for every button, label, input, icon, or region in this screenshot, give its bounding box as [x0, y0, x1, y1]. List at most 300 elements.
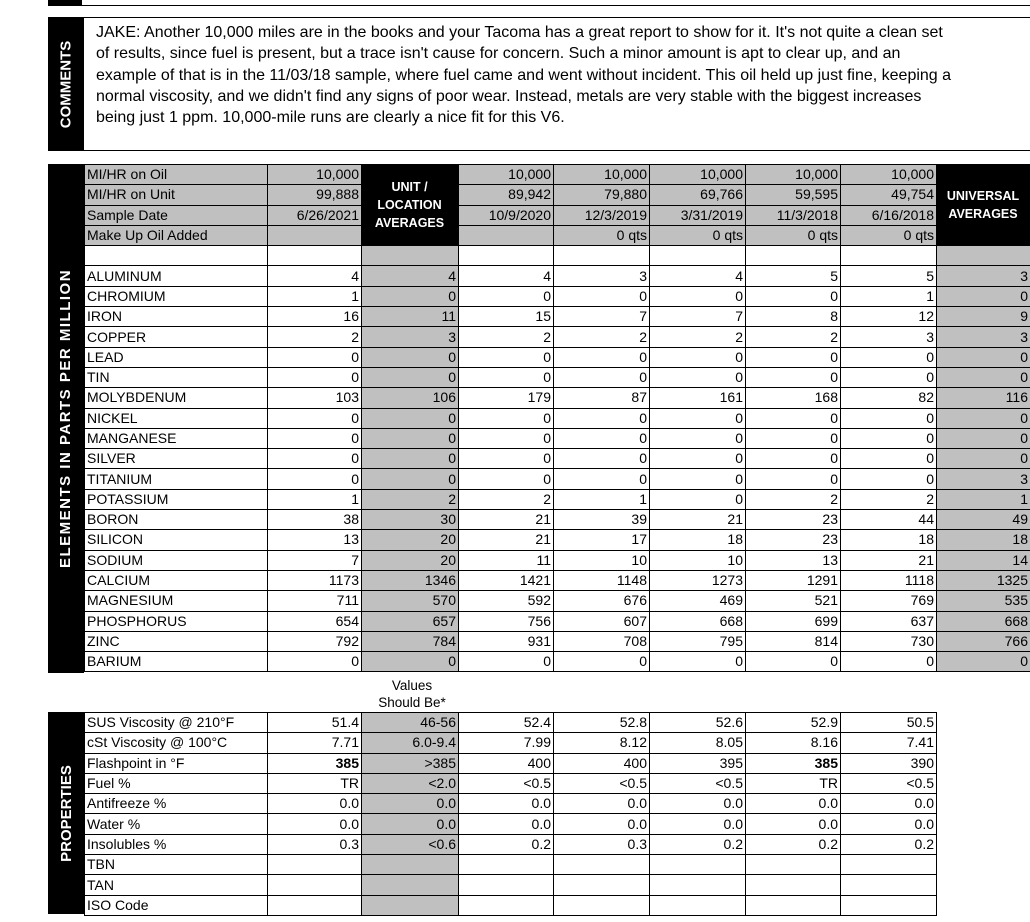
element-history: 0 — [746, 449, 841, 469]
element-universal-avg: 3 — [937, 469, 1030, 489]
element-history: 0 — [554, 449, 650, 469]
element-universal-avg: 0 — [937, 449, 1030, 469]
element-history: 469 — [650, 591, 746, 611]
info-value: 99,888 — [268, 185, 362, 205]
property-history: 8.16 — [746, 733, 841, 753]
property-history — [841, 895, 937, 915]
property-name: Antifreeze % — [85, 794, 268, 814]
element-history: 0 — [650, 408, 746, 428]
element-history: 0 — [746, 408, 841, 428]
element-history: 0 — [459, 367, 554, 387]
element-universal-avg: 0 — [937, 652, 1030, 672]
element-history: 0 — [554, 286, 650, 306]
info-value: 10,000 — [268, 165, 362, 185]
element-row — [85, 570, 1030, 590]
property-name: Water % — [85, 814, 268, 834]
unit-avg-header-line: AVERAGES — [374, 216, 445, 230]
info-value: 10,000 — [841, 165, 937, 185]
element-name: LEAD — [85, 347, 268, 367]
property-row — [85, 834, 937, 854]
element-history: 795 — [650, 631, 746, 651]
info-value: 49,754 — [841, 185, 937, 205]
element-unit-avg: 3 — [362, 327, 459, 347]
property-history: 0.0 — [746, 814, 841, 834]
element-history: 0 — [650, 449, 746, 469]
element-history: 0 — [459, 449, 554, 469]
element-history: 1273 — [650, 570, 746, 590]
element-unit-avg: 20 — [362, 530, 459, 550]
element-current: 1 — [268, 489, 362, 509]
element-history: 0 — [841, 367, 937, 387]
element-universal-avg: 0 — [937, 347, 1030, 367]
property-current — [268, 875, 362, 895]
property-name: TAN — [85, 875, 268, 895]
elements-table — [84, 164, 1030, 672]
element-history: 0 — [650, 367, 746, 387]
element-history: 699 — [746, 611, 841, 631]
spacer-cell — [937, 246, 1030, 266]
spacer-cell — [459, 246, 554, 266]
element-universal-avg: 0 — [937, 367, 1030, 387]
info-row — [85, 165, 1030, 185]
unit-avg-header-line: UNIT / — [391, 180, 428, 194]
element-history: 0 — [459, 652, 554, 672]
property-should-be: >385 — [362, 753, 459, 773]
property-history: 50.5 — [841, 713, 937, 733]
element-universal-avg: 3 — [937, 327, 1030, 347]
element-history: 2 — [459, 489, 554, 509]
element-row — [85, 652, 1030, 672]
element-history: 2 — [841, 489, 937, 509]
element-unit-avg: 657 — [362, 611, 459, 631]
info-row — [85, 225, 1030, 245]
element-current: 1 — [268, 286, 362, 306]
element-history: 0 — [554, 428, 650, 448]
element-history: 7 — [650, 307, 746, 327]
element-history: 668 — [650, 611, 746, 631]
element-history: 0 — [841, 652, 937, 672]
property-current — [268, 895, 362, 915]
element-history: 5 — [841, 266, 937, 286]
info-value: 79,880 — [554, 185, 650, 205]
element-history: 0 — [650, 347, 746, 367]
unit-avg-header-line: LOCATION — [377, 198, 442, 212]
info-value: 59,595 — [746, 185, 841, 205]
property-history: 8.05 — [650, 733, 746, 753]
info-value: 0 qts — [554, 225, 650, 245]
element-history: 3 — [554, 266, 650, 286]
spacer-cell — [85, 246, 268, 266]
spacer-row — [85, 246, 1030, 266]
element-history: 7 — [554, 307, 650, 327]
element-history: 708 — [554, 631, 650, 651]
element-history: 0 — [746, 469, 841, 489]
should-be-line: Values — [391, 678, 433, 693]
property-row — [85, 753, 937, 773]
spacer-cell — [362, 246, 459, 266]
info-row — [85, 185, 1030, 205]
element-row — [85, 530, 1030, 550]
property-history: 0.0 — [459, 814, 554, 834]
element-current: 792 — [268, 631, 362, 651]
info-value: 3/31/2019 — [650, 205, 746, 225]
element-name: ZINC — [85, 631, 268, 651]
property-current: 0.0 — [268, 794, 362, 814]
property-should-be: 0.0 — [362, 814, 459, 834]
element-history: 769 — [841, 591, 937, 611]
element-history: 521 — [746, 591, 841, 611]
element-unit-avg: 0 — [362, 347, 459, 367]
property-should-be: 46-56 — [362, 713, 459, 733]
element-current: 0 — [268, 449, 362, 469]
element-history: 0 — [459, 408, 554, 428]
element-name: MAGNESIUM — [85, 591, 268, 611]
element-row — [85, 286, 1030, 306]
info-value — [268, 225, 362, 245]
comments-frame-top — [48, 17, 1030, 18]
element-history: 592 — [459, 591, 554, 611]
element-history: 0 — [554, 367, 650, 387]
element-current: 103 — [268, 388, 362, 408]
property-history: 0.3 — [554, 834, 650, 854]
info-value: 10,000 — [554, 165, 650, 185]
property-history — [459, 895, 554, 915]
element-history: 931 — [459, 631, 554, 651]
property-history — [841, 855, 937, 875]
property-history — [746, 855, 841, 875]
spacer-cell — [268, 246, 362, 266]
property-history: 7.99 — [459, 733, 554, 753]
element-row — [85, 550, 1030, 570]
element-history: 161 — [650, 388, 746, 408]
property-current: TR — [268, 773, 362, 793]
element-history: 179 — [459, 388, 554, 408]
element-row — [85, 347, 1030, 367]
element-row — [85, 510, 1030, 530]
element-row — [85, 631, 1030, 651]
element-current: 2 — [268, 327, 362, 347]
element-history: 13 — [746, 550, 841, 570]
property-should-be: <0.6 — [362, 834, 459, 854]
element-row — [85, 367, 1030, 387]
info-row — [85, 205, 1030, 225]
property-history: 0.0 — [841, 814, 937, 834]
info-label: Make Up Oil Added — [85, 225, 268, 245]
spacer-cell — [650, 246, 746, 266]
element-history: 0 — [650, 428, 746, 448]
element-unit-avg: 0 — [362, 449, 459, 469]
element-row — [85, 591, 1030, 611]
universal-avg-header-line: AVERAGES — [948, 207, 1018, 221]
element-current: 654 — [268, 611, 362, 631]
element-name: COPPER — [85, 327, 268, 347]
element-row — [85, 388, 1030, 408]
property-current: 385 — [268, 753, 362, 773]
element-history: 15 — [459, 307, 554, 327]
element-history: 3 — [841, 327, 937, 347]
property-history: 7.41 — [841, 733, 937, 753]
info-label: MI/HR on Oil — [85, 165, 268, 185]
property-current: 0.0 — [268, 814, 362, 834]
top-bar — [48, 0, 82, 6]
property-history: 0.0 — [841, 794, 937, 814]
property-history: <0.5 — [650, 773, 746, 793]
element-history: 676 — [554, 591, 650, 611]
element-history: 0 — [746, 652, 841, 672]
comments-label: COMMENTS — [57, 40, 75, 128]
element-unit-avg: 0 — [362, 652, 459, 672]
element-current: 0 — [268, 367, 362, 387]
element-unit-avg: 0 — [362, 408, 459, 428]
property-history: 52.6 — [650, 713, 746, 733]
property-history: 0.0 — [650, 794, 746, 814]
property-should-be — [362, 895, 459, 915]
element-universal-avg: 0 — [937, 428, 1030, 448]
property-history: 8.12 — [554, 733, 650, 753]
comments-text: JAKE: Another 10,000 miles are in the books and your Tacoma has a great report to show for it. It's not quite a clean set of results, since fuel is present, but a trace isn't cause for concern. Such a minor amount is apt to clear up, and an example of that is in the 11/03/18 sample, where fuel came and went without incident. This oil held up just fine, keeping a normal viscosity, and we didn't find any signs of poor wear. Instead, metals are very stable with the biggest increases being just 1 ppm. 10,000-mile runs are clearly a nice fit for this V6. — [96, 24, 952, 127]
properties-side-label — [48, 712, 84, 914]
element-current: 0 — [268, 347, 362, 367]
info-value: 0 qts — [746, 225, 841, 245]
element-history: 168 — [746, 388, 841, 408]
element-history: 2 — [746, 489, 841, 509]
element-name: SODIUM — [85, 550, 268, 570]
property-history — [650, 895, 746, 915]
properties-label: PROPERTIES — [57, 764, 75, 862]
element-name: ALUMINUM — [85, 266, 268, 286]
element-history: 1118 — [841, 570, 937, 590]
element-name: BORON — [85, 510, 268, 530]
should-be-line: Should Be* — [378, 695, 446, 710]
element-history: 18 — [841, 530, 937, 550]
element-unit-avg: 784 — [362, 631, 459, 651]
element-history: 1291 — [746, 570, 841, 590]
element-history: 0 — [459, 428, 554, 448]
values-should-be-note — [362, 677, 462, 711]
element-unit-avg: 11 — [362, 307, 459, 327]
element-current: 7 — [268, 550, 362, 570]
element-unit-avg: 0 — [362, 428, 459, 448]
element-unit-avg: 0 — [362, 469, 459, 489]
info-value: 6/26/2021 — [268, 205, 362, 225]
property-history: 0.2 — [459, 834, 554, 854]
property-history: 390 — [841, 753, 937, 773]
property-history: 0.0 — [554, 794, 650, 814]
element-name: CALCIUM — [85, 570, 268, 590]
property-name: ISO Code — [85, 895, 268, 915]
info-value: 69,766 — [650, 185, 746, 205]
element-name: BARIUM — [85, 652, 268, 672]
element-universal-avg: 766 — [937, 631, 1030, 651]
element-history: 0 — [841, 408, 937, 428]
info-label: Sample Date — [85, 205, 268, 225]
element-history: 5 — [746, 266, 841, 286]
element-history: 4 — [650, 266, 746, 286]
element-history: 0 — [650, 652, 746, 672]
property-history — [554, 895, 650, 915]
element-history: 607 — [554, 611, 650, 631]
property-row — [85, 713, 937, 733]
property-row — [85, 895, 937, 915]
element-history: 0 — [746, 367, 841, 387]
info-value: 10,000 — [746, 165, 841, 185]
property-history: <0.5 — [459, 773, 554, 793]
element-universal-avg: 9 — [937, 307, 1030, 327]
comments-frame-bottom — [48, 150, 1030, 151]
element-current: 711 — [268, 591, 362, 611]
property-current: 0.3 — [268, 834, 362, 854]
element-history: 637 — [841, 611, 937, 631]
element-history: 12 — [841, 307, 937, 327]
property-history: 0.2 — [650, 834, 746, 854]
element-unit-avg: 106 — [362, 388, 459, 408]
element-history: 8 — [746, 307, 841, 327]
property-row — [85, 773, 937, 793]
element-universal-avg: 18 — [937, 530, 1030, 550]
element-current: 1173 — [268, 570, 362, 590]
element-history: 23 — [746, 530, 841, 550]
element-row — [85, 428, 1030, 448]
info-value: 12/3/2019 — [554, 205, 650, 225]
element-history: 0 — [650, 489, 746, 509]
element-current: 4 — [268, 266, 362, 286]
property-history: 385 — [746, 753, 841, 773]
element-history: 39 — [554, 510, 650, 530]
element-history: 10 — [554, 550, 650, 570]
element-history: 1421 — [459, 570, 554, 590]
elements-label: ELEMENTS IN PARTS PER MILLION — [57, 268, 75, 569]
property-row — [85, 855, 937, 875]
element-history: 0 — [459, 469, 554, 489]
element-current: 16 — [268, 307, 362, 327]
element-name: IRON — [85, 307, 268, 327]
property-history: 52.8 — [554, 713, 650, 733]
element-history: 18 — [650, 530, 746, 550]
element-name: PHOSPHORUS — [85, 611, 268, 631]
element-unit-avg: 30 — [362, 510, 459, 530]
property-row — [85, 814, 937, 834]
element-unit-avg: 1346 — [362, 570, 459, 590]
property-current: 51.4 — [268, 713, 362, 733]
element-name: NICKEL — [85, 408, 268, 428]
element-name: TITANIUM — [85, 469, 268, 489]
element-name: MOLYBDENUM — [85, 388, 268, 408]
property-history: 0.0 — [554, 814, 650, 834]
element-history: 1148 — [554, 570, 650, 590]
element-history: 1 — [554, 489, 650, 509]
element-history: 21 — [459, 530, 554, 550]
element-history: 0 — [841, 449, 937, 469]
property-should-be: 0.0 — [362, 794, 459, 814]
info-label: MI/HR on Unit — [85, 185, 268, 205]
info-value — [459, 225, 554, 245]
property-history: 0.0 — [459, 794, 554, 814]
element-history: 0 — [459, 286, 554, 306]
property-row — [85, 794, 937, 814]
property-history: 400 — [554, 753, 650, 773]
property-history — [554, 855, 650, 875]
property-history: 395 — [650, 753, 746, 773]
universal-avg-header — [936, 164, 1030, 246]
element-history: 21 — [650, 510, 746, 530]
element-history: 0 — [746, 347, 841, 367]
element-current: 0 — [268, 469, 362, 489]
element-history: 0 — [746, 286, 841, 306]
property-name: cSt Viscosity @ 100°C — [85, 733, 268, 753]
info-value: 10/9/2020 — [459, 205, 554, 225]
element-history: 17 — [554, 530, 650, 550]
property-history: 0.0 — [650, 814, 746, 834]
comments-side-label — [48, 17, 84, 151]
property-history: 0.2 — [746, 834, 841, 854]
element-unit-avg: 570 — [362, 591, 459, 611]
element-universal-avg: 1 — [937, 489, 1030, 509]
element-row — [85, 611, 1030, 631]
property-should-be — [362, 875, 459, 895]
element-row — [85, 307, 1030, 327]
element-history: 87 — [554, 388, 650, 408]
element-history: 10 — [650, 550, 746, 570]
element-universal-avg: 49 — [937, 510, 1030, 530]
element-unit-avg: 4 — [362, 266, 459, 286]
element-universal-avg: 668 — [937, 611, 1030, 631]
property-name: SUS Viscosity @ 210°F — [85, 713, 268, 733]
element-history: 0 — [650, 469, 746, 489]
info-value: 89,942 — [459, 185, 554, 205]
info-value: 10,000 — [650, 165, 746, 185]
element-history: 82 — [841, 388, 937, 408]
property-should-be — [362, 855, 459, 875]
top-rule — [82, 5, 1030, 6]
property-history: 52.9 — [746, 713, 841, 733]
element-history: 0 — [650, 286, 746, 306]
property-history — [746, 875, 841, 895]
element-current: 0 — [268, 652, 362, 672]
info-value: 10,000 — [459, 165, 554, 185]
element-name: TIN — [85, 367, 268, 387]
property-history: 400 — [459, 753, 554, 773]
element-current: 0 — [268, 428, 362, 448]
element-history: 21 — [841, 550, 937, 570]
spacer-cell — [746, 246, 841, 266]
element-history: 0 — [554, 469, 650, 489]
property-history: <0.5 — [841, 773, 937, 793]
element-unit-avg: 0 — [362, 367, 459, 387]
property-row — [85, 875, 937, 895]
element-name: SILICON — [85, 530, 268, 550]
element-history: 21 — [459, 510, 554, 530]
property-history: TR — [746, 773, 841, 793]
info-value: 11/3/2018 — [746, 205, 841, 225]
property-history: 0.2 — [841, 834, 937, 854]
element-history: 0 — [746, 428, 841, 448]
property-name: Flashpoint in °F — [85, 753, 268, 773]
property-history — [554, 875, 650, 895]
info-value: 0 qts — [841, 225, 937, 245]
property-history — [746, 895, 841, 915]
element-history: 0 — [841, 469, 937, 489]
element-unit-avg: 20 — [362, 550, 459, 570]
element-row — [85, 327, 1030, 347]
property-history — [459, 875, 554, 895]
element-history: 11 — [459, 550, 554, 570]
element-history: 0 — [554, 652, 650, 672]
element-history: 0 — [554, 408, 650, 428]
property-history — [841, 875, 937, 895]
property-history — [459, 855, 554, 875]
element-current: 13 — [268, 530, 362, 550]
spacer-cell — [841, 246, 937, 266]
